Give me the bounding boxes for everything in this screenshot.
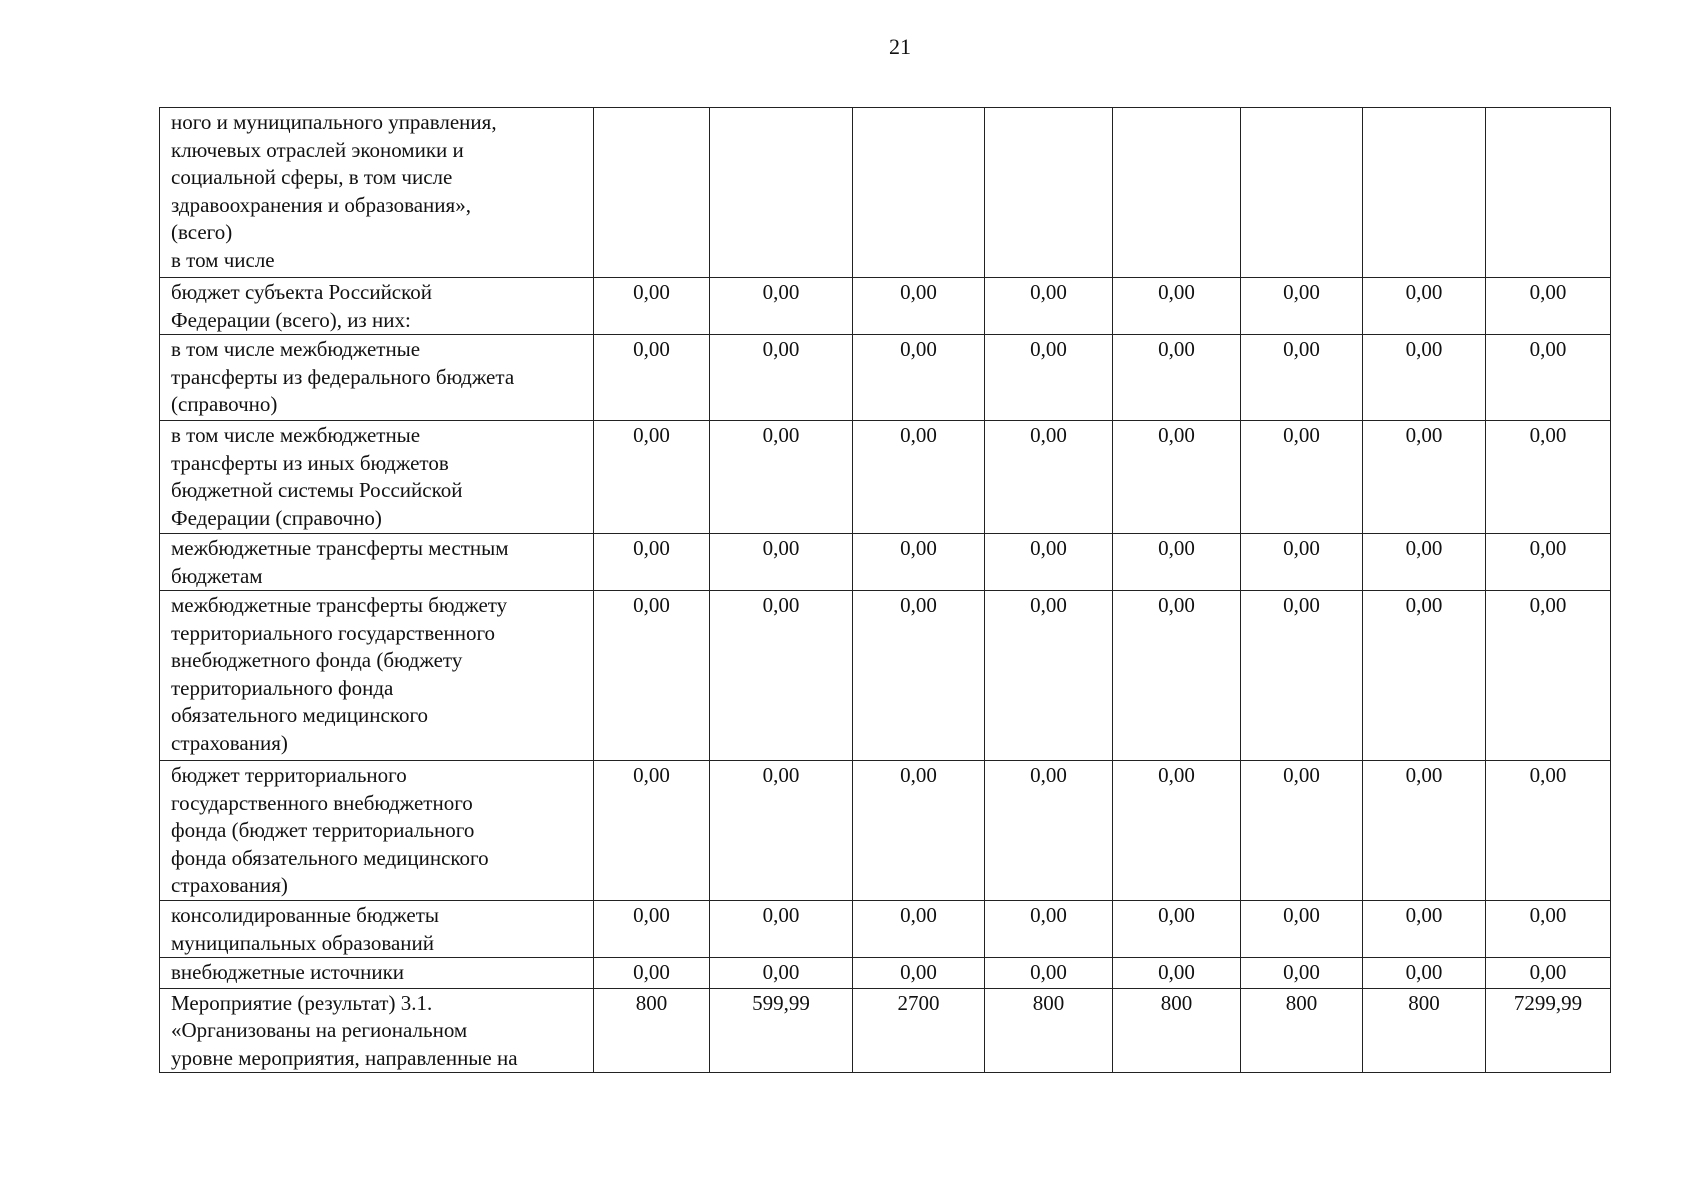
value-cell: 0,00	[1486, 421, 1611, 534]
table-row	[160, 988, 1611, 1073]
value-cell: 0,00	[1486, 278, 1611, 335]
row-label-line: межбюджетные трансферты бюджету	[171, 593, 508, 617]
row-label-line: в том числе	[171, 247, 275, 272]
row-label-line: трансферты из федерального бюджета	[171, 364, 515, 389]
row-label-line: уровне мероприятия, направленные на	[171, 1045, 518, 1070]
value-cell: 0,00	[1113, 421, 1241, 534]
page-number: 21	[889, 34, 911, 59]
row-label-line: обязательного медицинского	[171, 703, 429, 727]
row-label-line: консолидированные бюджеты	[171, 903, 440, 927]
row-label	[160, 278, 594, 335]
value-cell: 0,00	[1241, 278, 1363, 335]
value-cell: 0,00	[710, 901, 853, 958]
value-cell: 0,00	[710, 958, 853, 989]
row-label	[160, 108, 594, 278]
value-cell: 0,00	[1241, 901, 1363, 958]
value-cell: 800	[1363, 988, 1486, 1073]
value-cell: 0,00	[1486, 958, 1611, 989]
row-label-line: (всего)	[171, 220, 233, 244]
row-label-line: территориального фонда	[171, 675, 394, 700]
value-cell: 800	[1241, 988, 1363, 1073]
value-cell: 0,00	[1363, 901, 1486, 958]
value-cell: 0,00	[853, 278, 985, 335]
row-label-line: в том числе межбюджетные	[171, 337, 421, 361]
table-row	[160, 958, 1611, 989]
value-cell: 0,00	[1241, 591, 1363, 761]
value-cell: 0,00	[853, 591, 985, 761]
value-cell: 0,00	[1241, 335, 1363, 421]
row-label	[160, 591, 594, 761]
row-label	[160, 335, 594, 421]
row-label-line: страхования)	[171, 730, 288, 755]
row-label-line: ного и муниципального управления,	[171, 110, 497, 134]
table-row	[160, 534, 1611, 591]
value-cell: 0,00	[1113, 335, 1241, 421]
value-cell	[853, 108, 985, 278]
value-cell	[1241, 108, 1363, 278]
budget-table	[159, 107, 1611, 1073]
value-cell: 0,00	[710, 421, 853, 534]
value-cell: 7299,99	[1486, 988, 1611, 1073]
row-label-line: бюджетной системы Российской	[171, 478, 463, 502]
row-label-line: трансферты из иных бюджетов	[171, 450, 449, 475]
row-label-line: внебюджетные источники	[171, 960, 405, 984]
row-label-line: фонда (бюджет территориального	[171, 818, 475, 842]
value-cell: 0,00	[1241, 534, 1363, 591]
value-cell: 0,00	[710, 534, 853, 591]
row-label-line: бюджетам	[171, 563, 263, 588]
value-cell: 0,00	[594, 958, 710, 989]
value-cell	[1363, 108, 1486, 278]
value-cell: 0,00	[1363, 421, 1486, 534]
row-label-line: бюджет территориального	[171, 763, 407, 787]
value-cell: 0,00	[1241, 958, 1363, 989]
value-cell: 0,00	[985, 278, 1113, 335]
value-cell: 0,00	[1363, 591, 1486, 761]
value-cell: 0,00	[1486, 901, 1611, 958]
value-cell: 0,00	[853, 534, 985, 591]
value-cell: 0,00	[853, 958, 985, 989]
value-cell: 0,00	[1363, 534, 1486, 591]
value-cell: 0,00	[1363, 958, 1486, 989]
value-cell: 0,00	[1113, 591, 1241, 761]
value-cell: 0,00	[985, 335, 1113, 421]
value-cell: 0,00	[853, 335, 985, 421]
table-row	[160, 335, 1611, 421]
value-cell: 800	[985, 988, 1113, 1073]
value-cell	[594, 108, 710, 278]
row-label-line: муниципальных образований	[171, 930, 434, 955]
value-cell: 599,99	[710, 988, 853, 1073]
table-row	[160, 901, 1611, 958]
row-label	[160, 988, 594, 1073]
value-cell: 0,00	[1113, 534, 1241, 591]
value-cell: 0,00	[853, 761, 985, 901]
value-cell: 0,00	[1241, 421, 1363, 534]
row-label	[160, 901, 594, 958]
value-cell: 0,00	[985, 591, 1113, 761]
value-cell: 0,00	[985, 958, 1113, 989]
value-cell: 2700	[853, 988, 985, 1073]
row-label-line: межбюджетные трансферты местным	[171, 536, 509, 560]
value-cell: 0,00	[985, 761, 1113, 901]
table-row	[160, 591, 1611, 761]
value-cell: 0,00	[710, 761, 853, 901]
row-label-line: страхования)	[171, 873, 288, 897]
row-label	[160, 958, 594, 989]
value-cell: 0,00	[710, 591, 853, 761]
row-label-line: (справочно)	[171, 392, 278, 416]
table-row	[160, 108, 1611, 278]
value-cell: 800	[1113, 988, 1241, 1073]
row-label-line: Мероприятие (результат) 3.1.	[171, 990, 433, 1015]
row-label-line: Федерации (всего), из них:	[171, 307, 411, 332]
value-cell: 0,00	[594, 278, 710, 335]
value-cell: 0,00	[1241, 761, 1363, 901]
row-label-line: территориального государственного	[171, 620, 496, 645]
table-row	[160, 761, 1611, 901]
value-cell: 0,00	[1363, 335, 1486, 421]
row-label-line: фонда обязательного медицинского	[171, 845, 489, 870]
row-label	[160, 421, 594, 534]
row-label-line: социальной сферы, в том числе	[171, 165, 453, 189]
value-cell: 0,00	[594, 901, 710, 958]
row-label-line: здравоохранения и образования»,	[171, 192, 471, 217]
value-cell	[710, 108, 853, 278]
value-cell: 0,00	[853, 901, 985, 958]
value-cell: 0,00	[985, 901, 1113, 958]
row-label-line: ключевых отраслей экономики и	[171, 137, 464, 162]
table-row	[160, 278, 1611, 335]
row-label-line: внебюджетного фонда (бюджету	[171, 648, 463, 672]
row-label-line: в том числе межбюджетные	[171, 423, 421, 447]
row-label-line: Федерации (справочно)	[171, 505, 382, 530]
value-cell: 0,00	[1486, 591, 1611, 761]
value-cell: 800	[594, 988, 710, 1073]
value-cell: 0,00	[710, 335, 853, 421]
value-cell: 0,00	[710, 278, 853, 335]
value-cell: 0,00	[1486, 761, 1611, 901]
value-cell: 0,00	[1363, 761, 1486, 901]
value-cell: 0,00	[985, 534, 1113, 591]
value-cell: 0,00	[1486, 335, 1611, 421]
value-cell: 0,00	[594, 534, 710, 591]
value-cell	[985, 108, 1113, 278]
row-label-line: «Организованы на региональном	[171, 1018, 468, 1042]
value-cell: 0,00	[1363, 278, 1486, 335]
value-cell: 0,00	[1113, 761, 1241, 901]
value-cell: 0,00	[985, 421, 1113, 534]
value-cell: 0,00	[1113, 958, 1241, 989]
table-row	[160, 421, 1611, 534]
value-cell: 0,00	[594, 591, 710, 761]
row-label-line: бюджет субъекта Российской	[171, 280, 433, 304]
value-cell: 0,00	[594, 761, 710, 901]
row-label	[160, 534, 594, 591]
table-body	[160, 108, 1611, 1073]
value-cell: 0,00	[594, 421, 710, 534]
row-label	[160, 761, 594, 901]
value-cell	[1113, 108, 1241, 278]
row-label-line: государственного внебюджетного	[171, 790, 473, 815]
value-cell	[1486, 108, 1611, 278]
value-cell: 0,00	[1113, 901, 1241, 958]
value-cell: 0,00	[594, 335, 710, 421]
value-cell: 0,00	[1113, 278, 1241, 335]
value-cell: 0,00	[1486, 534, 1611, 591]
value-cell: 0,00	[853, 421, 985, 534]
